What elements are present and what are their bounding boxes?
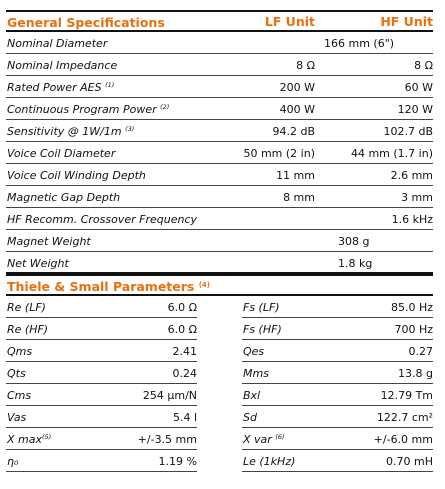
ts-param-left (6, 384, 197, 406)
spec-label: Voice Coil Winding Depth (7, 169, 146, 182)
footnote-mark: (2) (160, 103, 170, 111)
ts-param-name: Re (LF) (7, 301, 46, 314)
ts-param-right (242, 362, 433, 384)
ts-row (6, 362, 433, 384)
ts-row (6, 340, 433, 362)
ts-param-right (242, 428, 433, 450)
spec-value-hf: 8 Ω (414, 59, 433, 72)
spec-value-lf: 50 mm (2 in) (243, 147, 315, 160)
ts-param-right (242, 318, 433, 340)
ts-param-name: Qms (7, 345, 33, 358)
spec-value-lf: 8 mm (283, 191, 315, 204)
ts-param-name: Qts (7, 367, 26, 380)
ts-param-value: 0.24 (172, 367, 197, 380)
footnote-mark: (1) (105, 81, 115, 89)
ts-param-name: X $\max^{(5)}$ (7, 433, 52, 446)
ts-param-name: Bxl (243, 389, 261, 402)
spec-label: HF Recomm. Crossover Frequency (7, 213, 197, 226)
spec-label: Voice Coil Diameter (7, 147, 116, 160)
ts-param-value: 6.0 Ω (167, 323, 197, 336)
spec-label: Magnet Weight (7, 235, 91, 248)
spec-value-lf: 94.2 dB (272, 125, 315, 138)
spec-row (6, 120, 433, 142)
spec-value-hf: 44 mm (1.7 in) (350, 147, 433, 160)
thiele-small-title-text: Thiele & Small Parameters (7, 279, 195, 294)
ts-param-name: Le (1kHz) (243, 455, 296, 468)
spec-row (6, 186, 433, 208)
ts-param-left (6, 450, 197, 472)
ts-row (6, 296, 433, 318)
general-specifications-header (6, 10, 433, 32)
ts-param-name: Re (HF) (7, 323, 49, 336)
spec-value-lf: 400 W (279, 103, 315, 116)
spec-label: Sensitivity @ 1W/1m $^{(3)}$ (7, 125, 135, 138)
ts-param-right (242, 296, 433, 318)
ts-param-name: η₀ (7, 455, 19, 468)
ts-param-value: +/-6.0 mm (373, 433, 433, 446)
ts-param-value: 700 Hz (394, 323, 433, 336)
ts-param-right (242, 406, 433, 428)
ts-param-value: 0.27 (408, 345, 433, 358)
spec-row (6, 76, 433, 98)
spec-value-lf: 11 mm (276, 169, 315, 182)
ts-param-value: 254 μm/N (142, 389, 197, 402)
spec-row (6, 32, 433, 54)
ts-param-right (242, 340, 433, 362)
ts-param-name: Qes (243, 345, 265, 358)
spec-row (6, 54, 433, 76)
ts-param-name: Mms (243, 367, 269, 380)
hf-unit-header: HF Unit (380, 14, 433, 29)
spec-value-hf: 60 W (404, 81, 433, 94)
ts-param-value: 6.0 Ω (167, 301, 197, 314)
spec-value-hf: 1.6 kHz (391, 213, 433, 226)
spec-label: Net Weight (7, 257, 69, 270)
ts-param-name: Fs (LF) (243, 301, 280, 314)
ts-param-left (6, 318, 197, 340)
thiele-small-header (6, 274, 433, 296)
ts-row (6, 406, 433, 428)
ts-param-value: 122.7 cm² (376, 411, 433, 424)
thiele-small-table (6, 296, 433, 472)
spec-value-hf: 3 mm (401, 191, 433, 204)
ts-row (6, 318, 433, 340)
lf-unit-header: LF Unit (264, 14, 315, 29)
ts-param-name: Vas (7, 411, 27, 424)
ts-param-right (242, 450, 433, 472)
spec-row (6, 164, 433, 186)
ts-param-name: Sd (243, 411, 257, 424)
ts-param-left (6, 296, 197, 318)
spec-value-hf: 120 W (397, 103, 433, 116)
ts-param-left (6, 340, 197, 362)
ts-param-left (6, 362, 197, 384)
ts-param-value: 1.19 % (158, 455, 197, 468)
spec-row (6, 230, 433, 252)
ts-row (6, 428, 433, 450)
ts-row (6, 450, 433, 472)
spec-label: Nominal Diameter (7, 37, 108, 50)
footnote-mark: (5) (42, 433, 52, 441)
ts-row (6, 384, 433, 406)
spec-row (6, 252, 433, 274)
spec-value-lf: 8 Ω (296, 59, 315, 72)
spec-row (6, 142, 433, 164)
spec-value-combined: 166 mm (6") (324, 37, 395, 50)
ts-param-value: 2.41 (172, 345, 197, 358)
ts-param-value: 13.8 g (398, 367, 433, 380)
thiele-small-footnote: (4) (198, 281, 211, 289)
spec-value-lf: 200 W (279, 81, 315, 94)
spec-value-combined: 1.8 kg (338, 257, 373, 270)
ts-param-value: 12.79 Tm (380, 389, 433, 402)
ts-param-right (242, 384, 433, 406)
spec-value-combined: 308 g (338, 235, 370, 248)
ts-param-left (6, 406, 197, 428)
ts-param-value: 85.0 Hz (390, 301, 433, 314)
spec-value-hf: 2.6 mm (390, 169, 433, 182)
ts-param-value: +/-3.5 mm (137, 433, 197, 446)
spec-sheet (6, 10, 433, 472)
spec-label: Rated Power AES $^{(1)}$ (7, 81, 115, 94)
spec-label: Continuous Program Power $^{(2)}$ (7, 103, 170, 116)
ts-param-name: Cms (7, 389, 32, 402)
general-specifications-table (6, 32, 433, 274)
general-specifications-title: General Specifications (7, 15, 165, 30)
spec-label: Nominal Impedance (7, 59, 118, 72)
thiele-small-title (7, 279, 210, 294)
ts-param-name: X var $^{(6)}$ (243, 433, 285, 446)
spec-row (6, 98, 433, 120)
footnote-mark: (3) (125, 125, 135, 133)
ts-param-name: Fs (HF) (243, 323, 282, 336)
spec-value-hf: 102.7 dB (383, 125, 433, 138)
ts-param-value: 0.70 mH (386, 455, 433, 468)
spec-label: Magnetic Gap Depth (7, 191, 121, 204)
footnote-mark: (6) (275, 433, 285, 441)
ts-param-left (6, 428, 197, 450)
spec-row (6, 208, 433, 230)
ts-param-value: 5.4 l (172, 411, 197, 424)
